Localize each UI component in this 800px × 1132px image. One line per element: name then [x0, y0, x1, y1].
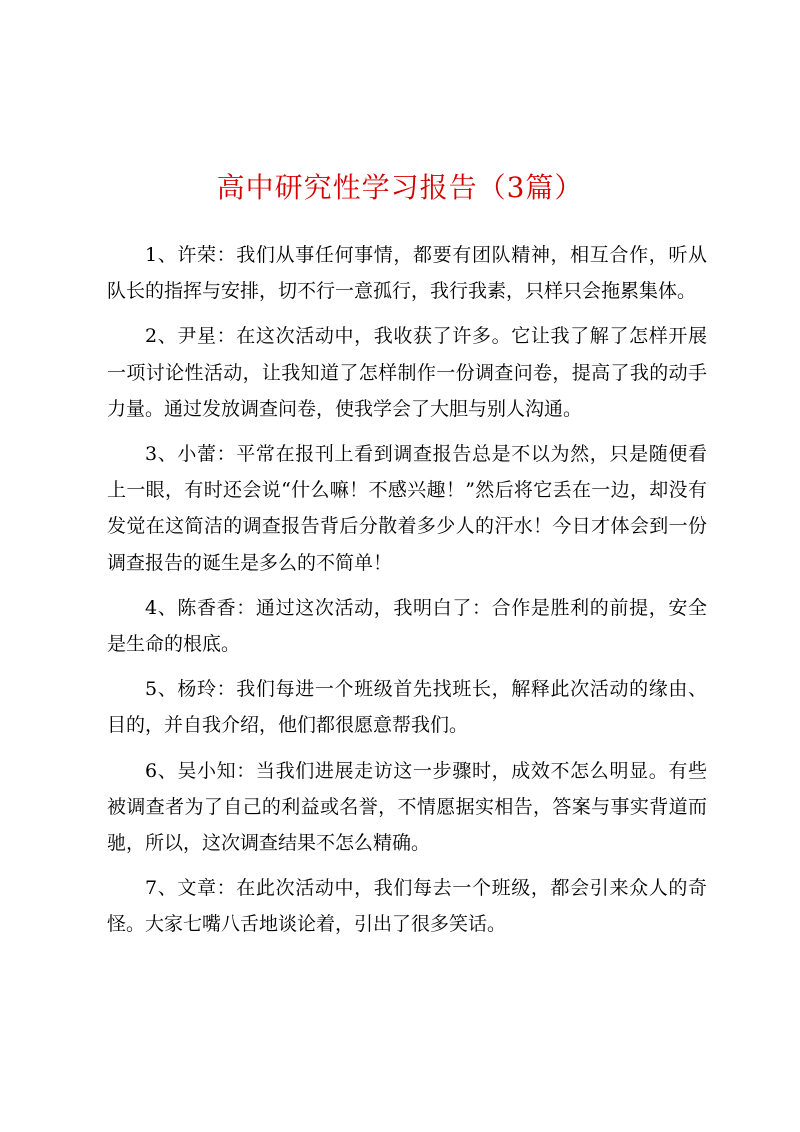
paragraph-2: 2、尹星：在这次活动中，我收获了许多。它让我了解了怎样开展一项讨论性活动，让我知道了怎样制作一份调查问卷，提高了我的动手力量。通过发放调查问卷，使我学会了大胆与别人沟通。	[107, 325, 707, 420]
paragraph-4: 4、陈香香：通过这次活动，我明白了：合作是胜利的前提，安全是生命的根底。	[107, 596, 707, 656]
document-title: 高中研究性学习报告（3篇）	[216, 171, 584, 204]
paragraph-6: 6、吴小知：当我们进展走访这一步骤时，成效不怎么明显。有些被调查者为了自己的利益或名誉，不情愿据实相告，答案与事实背道而驰，所以，这次调查结果不怎么精确。	[107, 759, 707, 855]
paragraph-5: 5、杨玲：我们每进一个班级首先找班长，解释此次活动的缘由、目的，并自我介绍，他们都很愿意帮我们。	[107, 678, 707, 737]
paragraph-7: 7、文章：在此次活动中，我们每去一个班级，都会引来众人的奇怪。大家七嘴八舌地谈论着，引出了很多笑话。	[107, 877, 707, 936]
document-body	[107, 237, 707, 943]
paragraph-3: 3、小蕾：平常在报刊上看到调查报告总是不以为然，只是随便看上一眼，有时还会说“什么嘛！不感兴趣！”然后将它丢在一边，却没有发觉在这简洁的调查报告背后分散着多少人的汗水！今日才体会到一份调查报告的诞生是多么的不简单！	[107, 443, 707, 574]
paragraph-1: 1、许荣：我们从事任何事情，都要有团队精神，相互合作，听从队长的指挥与安排，切不行一意孤行，我行我素，只样只会拖累集体。	[107, 244, 707, 303]
